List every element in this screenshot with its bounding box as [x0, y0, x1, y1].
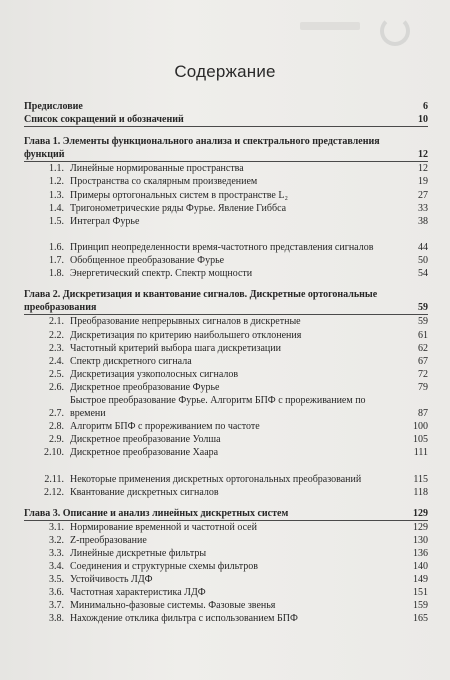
table-of-contents [24, 100, 428, 626]
entry-title: Тригонометрические ряды Фурье. Явление Гиббса [70, 202, 287, 214]
entry-number: 2.9. [49, 434, 64, 446]
publisher-logo-icon [380, 16, 410, 46]
entry-title: Принцип неопределенности время-частотного представления сигналов [70, 241, 374, 253]
entry-title: Частотная характеристика ЛДФ [70, 587, 206, 599]
entry-title: Быстрое преобразование Фурье. Алгоритм БПФ с прореживанием по времени [70, 394, 366, 420]
entry-page: 87 [418, 408, 428, 420]
toc-entry [24, 267, 428, 280]
entry-title: Минимально-фазовые системы. Фазовые звенья [70, 600, 276, 612]
entry-page: 12 [418, 163, 428, 175]
entry-number: 2.2. [49, 329, 64, 341]
entry-title: Нормирование временной и частотной осей [70, 521, 257, 533]
entry-title: Линейные нормированные пространства [70, 163, 244, 175]
entry-number: 1.2. [49, 176, 64, 188]
toc-entry [24, 215, 428, 228]
entry-number: 1.7. [49, 255, 64, 267]
toc-entry [24, 599, 428, 612]
toc-front-entry [24, 100, 428, 113]
entry-page: 27 [418, 189, 428, 201]
entry-title: Алгоритм БПФ с прореживанием по частоте [70, 421, 260, 433]
chapter-page: 12 [418, 149, 428, 161]
entry-title: Дискретизация по критерию наибольшего отклонения [70, 329, 302, 341]
entry-title: Интеграл Фурье [70, 215, 140, 227]
toc-entry [24, 586, 428, 599]
toc-entry [24, 420, 428, 433]
entry-number: 3.5. [49, 574, 64, 586]
entry-number: 3.1. [49, 521, 64, 533]
entry-number: 3.6. [49, 587, 64, 599]
entry-page: 151 [413, 587, 428, 599]
entry-page: 100 [413, 421, 428, 433]
toc-front-entry [24, 113, 428, 127]
toc-entry [24, 189, 428, 202]
entry-number: 2.7. [49, 408, 64, 420]
entry-page: 6 [423, 101, 428, 112]
chapter-title: Глава 1. Элементы функционального анализа и спектрального представления функций [24, 136, 380, 161]
toc-entry [24, 329, 428, 342]
entry-page: 118 [413, 486, 428, 498]
entry-page: 79 [418, 381, 428, 393]
entry-page: 62 [418, 342, 428, 354]
entry-number: 2.6. [49, 381, 64, 393]
entry-number: 2.10. [44, 447, 64, 459]
entry-number: 3.8. [49, 613, 64, 625]
entry-title: Устойчивость ЛДФ [70, 574, 153, 586]
entry-title: Предисловие [24, 101, 83, 112]
section-gap [24, 127, 428, 135]
page-title: Содержание [174, 62, 276, 81]
entry-number: 2.5. [49, 368, 64, 380]
entry-page: 38 [418, 215, 428, 227]
entry-title: Нахождение отклика фильтра с использованием БПФ [70, 613, 298, 625]
toc-entry [24, 175, 428, 188]
entry-page: 54 [418, 268, 428, 280]
entry-title: Преобразование непрерывных сигналов в дискретные [70, 316, 301, 328]
entry-page: 59 [418, 316, 428, 328]
section-gap [24, 280, 428, 288]
entry-page: 111 [413, 447, 428, 459]
entry-page: 44 [418, 241, 428, 253]
entry-page: 72 [418, 368, 428, 380]
entry-title: Некоторые применения дискретных ортогональных преобразований [70, 473, 362, 485]
toc-entry [24, 381, 428, 394]
entry-number: 2.11. [44, 473, 64, 485]
entry-page: 67 [418, 355, 428, 367]
entry-title: Дискретизация узкополосных сигналов [70, 368, 239, 380]
toc-entry [24, 560, 428, 573]
toc-entry [24, 446, 428, 459]
entry-page: 105 [413, 434, 428, 446]
toc-entry [24, 394, 428, 420]
entry-page: 115 [413, 473, 428, 485]
entry-page: 159 [413, 600, 428, 612]
entry-title: Пространства со скалярным произведением [70, 176, 258, 188]
entry-number: 3.3. [49, 548, 64, 559]
entry-number: 1.5. [49, 215, 64, 227]
toc-entry [24, 355, 428, 368]
entry-number: 1.1. [49, 163, 64, 175]
toc-chapter-heading [24, 135, 428, 162]
entry-title: Энергетический спектр. Спектр мощности [70, 268, 253, 280]
entry-page: 140 [413, 561, 428, 573]
entry-number: 3.7. [49, 600, 64, 612]
entry-page: 10 [418, 114, 428, 126]
entry-title: Дискретное преобразование Фурье [70, 381, 220, 393]
chapter-title: Глава 2. Дискретизация и квантование сигналов. Дискретные ортогональные преобразования [24, 289, 378, 314]
toc-entry [24, 573, 428, 586]
toc-entry [24, 342, 428, 355]
toc-entry [24, 202, 428, 215]
entry-title: Примеры ортогональных систем в пространстве L₂ [70, 189, 288, 201]
entry-number: 2.12. [44, 486, 64, 498]
toc-entry [24, 486, 428, 499]
entry-number: 1.8. [49, 268, 64, 280]
toc-entry [24, 521, 428, 534]
entry-page: 50 [418, 255, 428, 267]
entry-number: 1.6. [49, 241, 64, 253]
entry-number: 2.1. [49, 316, 64, 328]
chapter-title: Глава 3. Описание и анализ линейных дискретных систем [24, 507, 289, 519]
entry-page: 149 [413, 574, 428, 586]
entry-title: Соединения и структурные схемы фильтров [70, 561, 259, 573]
entry-title: Линейные дискретные фильтры [70, 548, 207, 559]
entry-title: Спектр дискретного сигнала [70, 355, 192, 367]
entry-title: Дискретное преобразование Хаара [70, 447, 219, 459]
toc-entry [24, 315, 428, 328]
toc-chapter-heading [24, 288, 428, 315]
entry-title: Дискретное преобразование Уолша [70, 434, 221, 446]
entry-page: 165 [413, 613, 428, 625]
section-gap [24, 499, 428, 507]
toc-entry [24, 433, 428, 446]
entry-page: 33 [418, 202, 428, 214]
entry-number: 2.8. [49, 421, 64, 433]
entry-page: 19 [418, 176, 428, 188]
entry-title: Z-преобразование [70, 534, 147, 546]
entry-page: 130 [413, 534, 428, 546]
entry-title: Обобщенное преобразование Фурье [70, 255, 225, 267]
faint-header-text [300, 22, 360, 30]
toc-entry [24, 228, 428, 254]
entry-page: 61 [418, 329, 428, 341]
toc-entry [24, 547, 428, 560]
entry-page: 136 [413, 548, 428, 559]
entry-number: 1.4. [49, 202, 64, 214]
entry-title: Квантование дискретных сигналов [70, 486, 219, 498]
chapter-page: 59 [418, 302, 428, 314]
entry-title: Частотный критерий выбора шага дискретизации [70, 342, 281, 354]
toc-entry [24, 534, 428, 547]
toc-entry [24, 368, 428, 381]
chapter-page: 129 [413, 507, 428, 519]
toc-chapter-heading [24, 507, 428, 521]
entry-number: 3.2. [49, 534, 64, 546]
entry-number: 2.4. [49, 355, 64, 367]
entry-page: 129 [413, 521, 428, 533]
toc-entry [24, 459, 428, 485]
toc-entry [24, 254, 428, 267]
entry-number: 2.3. [49, 342, 64, 354]
toc-entry [24, 612, 428, 625]
entry-title: Список сокращений и обозначений [24, 114, 184, 126]
entry-number: 1.3. [49, 189, 64, 201]
entry-number: 3.4. [49, 561, 64, 573]
toc-entry [24, 162, 428, 175]
